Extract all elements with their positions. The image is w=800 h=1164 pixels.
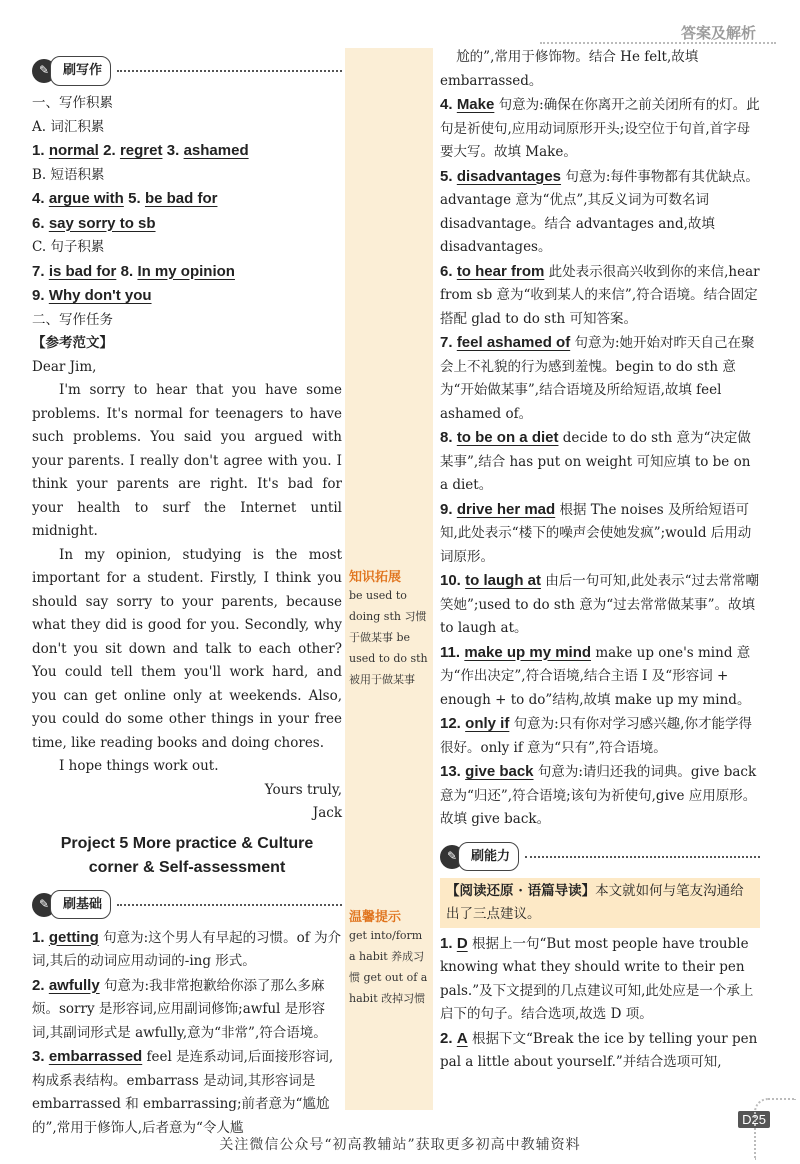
note-text: get into/form a habit 养成习惯 get out of a habit 改掉习惯 xyxy=(349,929,428,1005)
right-column xyxy=(440,46,760,1075)
explanation-continuation: 尬的”,常用于修饰物。结合 He felt,故填 embarrassed。 xyxy=(440,49,699,89)
sub-heading: C. 句子积累 xyxy=(32,239,105,255)
answer: normal xyxy=(48,142,99,159)
explanation-text: 句意为:我非常抱歉给你添了那么多麻烦。sorry 是形容词,应用副词修饰;awful 是形容词,其副词形式是 awfully,意为“非常”,符合语境。 xyxy=(32,977,327,1041)
answer-number: 5. xyxy=(440,167,453,185)
answer: Why don't you xyxy=(48,287,152,304)
answer-number: 4. xyxy=(32,190,45,207)
answer: give back xyxy=(465,763,534,780)
answer-number: 9. xyxy=(440,500,453,518)
letter-paragraph: I'm sorry to hear that you have some problems. It's normal for teenagers to have such problems. You said you argued with your parents. I really don't agree with you. I think your parents are right. It's bad for your health to surf the Internet until midnight. xyxy=(32,382,342,539)
answer-number: 5. xyxy=(128,190,141,207)
explanation-text: 此处表示很高兴收到你的来信,hear from sb 意为“收到某人的来信”,符合语境。结合固定搭配 glad to do sth 可知答案。 xyxy=(440,263,760,327)
letter-closing: Yours truly, xyxy=(264,781,342,798)
pencil-icon: ✎ xyxy=(32,59,56,83)
project-title-line: Project 5 More practice & Culture xyxy=(60,834,314,852)
reference-label: 【参考范文】 xyxy=(32,335,113,351)
explanation-text: 句意为:每件事物都有其优缺点。advantage 意为“优点”,其反义词为可数名词 disadvantage。结合 advantages and,故填 disadvantages。 xyxy=(440,168,759,255)
explanation-item xyxy=(440,331,760,426)
left-column xyxy=(32,58,342,1140)
explanation-text: 句意为:只有你对学习感兴趣,你才能学得很好。only if 意为“只有”,符合语境。 xyxy=(440,716,752,756)
answer-number: 3. xyxy=(32,1048,45,1065)
explanation-item xyxy=(440,712,760,760)
answer: drive her mad xyxy=(456,500,556,518)
answer: ashamed xyxy=(183,142,249,159)
explanation-item xyxy=(440,1027,760,1075)
answer: disadvantages xyxy=(456,167,562,185)
explanation-item xyxy=(440,760,760,832)
answer-number: 2. xyxy=(440,1029,453,1047)
guide-text: 本文就如何与笔友沟通给出了三点建议。 xyxy=(446,882,744,922)
note-knowledge-extension xyxy=(349,566,431,690)
explanation-item xyxy=(440,93,760,165)
answer: D xyxy=(456,934,468,952)
explanation-item xyxy=(440,260,760,332)
answer-number: 3. xyxy=(166,142,180,159)
answer: A xyxy=(456,1029,468,1047)
answer-number: 2. xyxy=(32,976,45,994)
answer: argue with xyxy=(48,190,124,207)
dotted-divider xyxy=(525,856,760,858)
reading-guide-box xyxy=(440,878,760,928)
explanation-text: decide to do sth 意为“决定做某事”,结合 has put on weight 可知应填 to be on a diet。 xyxy=(440,430,751,493)
section-badge-writing xyxy=(32,58,342,84)
section-badge-label: 刷写作 xyxy=(50,56,111,86)
letter-paragraph: In my opinion, studying is the most important for a student. Firstly, I think you should say sorry to your parents, because what they did is good for you. Secondly, why don't you sit down and talk to each other? You could tell them you'll work hard, and you can get online only at weekends. Also, you could do some other things in your free time, like reading books and doing chores. xyxy=(32,546,342,751)
section-heading: 二、写作任务 xyxy=(32,311,113,328)
letter-greeting: Dear Jim, xyxy=(32,358,97,375)
page-number: D25 xyxy=(738,1111,770,1128)
answer-number: 6. xyxy=(32,214,45,232)
explanation-item xyxy=(32,926,342,974)
explanation-text: 句意为:这个男人有早起的习惯。of 为介词,其后的动词应用动词的-ing 形式。 xyxy=(32,929,342,969)
answer-number: 6. xyxy=(440,262,453,280)
answer: embarrassed xyxy=(48,1048,143,1065)
answer: be bad for xyxy=(144,190,218,207)
answer: only if xyxy=(465,715,510,732)
answer-number: 8. xyxy=(120,262,134,280)
answer-number: 7. xyxy=(440,334,453,351)
answer-row xyxy=(32,187,342,212)
sub-heading: A. 词汇积累 xyxy=(32,118,105,135)
sub-heading: B. 短语积累 xyxy=(32,166,105,183)
answer-number: 11. xyxy=(440,643,461,661)
answer: say sorry to sb xyxy=(48,214,156,232)
explanation-text: 由后一句可知,此处表示“过去常常嘲笑她”;used to do sth 意为“过去常常做某事”。故填 to laugh at。 xyxy=(440,573,759,636)
note-warm-tip xyxy=(349,906,431,1009)
header-divider xyxy=(540,42,776,44)
explanation-text: 句意为:确保在你离开之前关闭所有的灯。此句是祈使句,应用动词原形开头;设空位于句首,首字母要大写。故填 Make。 xyxy=(440,97,760,160)
answer: Make xyxy=(456,96,495,113)
answer-row xyxy=(32,284,342,309)
letter-paragraph: I hope things work out. xyxy=(59,758,219,774)
project-title xyxy=(32,832,342,880)
section-badge-basics xyxy=(32,892,342,918)
answer: feel ashamed of xyxy=(456,334,571,351)
explanation-item xyxy=(440,932,760,1027)
answer-number: 13. xyxy=(440,763,461,780)
explanation-item xyxy=(440,641,760,713)
answer: awfully xyxy=(48,976,100,994)
explanation-text: make up one's mind 意为“作出决定”,符合语境,结合主语 I 及“形容词 + enough + to do”结构,故填 make up my mind。 xyxy=(440,644,751,708)
answer: to hear from xyxy=(456,262,545,280)
note-heading: 知识拓展 xyxy=(349,570,402,585)
answer-row xyxy=(32,260,342,285)
explanation-text: 根据 The noises 及所给短语可知,此处表示“楼下的噪声会使她发疯”;would 后用动词原形。 xyxy=(440,501,752,565)
section-badge-label: 刷能力 xyxy=(458,842,519,872)
answer-number: 1. xyxy=(32,928,45,946)
answer-number: 12. xyxy=(440,715,461,732)
dotted-divider xyxy=(117,70,342,72)
project-title-line: corner & Self-assessment xyxy=(88,858,286,876)
explanation-item xyxy=(440,165,760,260)
guide-heading: 【阅读还原 · 语篇导读】 xyxy=(446,882,596,899)
explanation-item xyxy=(440,569,760,641)
pencil-icon: ✎ xyxy=(32,893,56,917)
page-header-title: 答案及解析 xyxy=(680,24,756,42)
answer: make up my mind xyxy=(464,643,592,661)
answer-number: 1. xyxy=(32,142,45,159)
answer-row xyxy=(32,139,342,164)
answer-row xyxy=(32,212,342,237)
explanation-text: 根据下文“Break the ice by telling your pen pal a little about yourself.”并结合选项可知, xyxy=(440,1030,758,1070)
explanation-item xyxy=(440,498,760,570)
answer-number: 4. xyxy=(440,96,453,113)
answer-number: 7. xyxy=(32,262,45,280)
letter-signature: Jack xyxy=(312,805,342,821)
note-text: be used to doing sth 习惯于做某事 be used to do sth 被用于做某事 xyxy=(349,589,428,686)
dotted-divider xyxy=(117,904,342,906)
section-heading: 一、写作积累 xyxy=(32,95,113,111)
note-heading: 温馨提示 xyxy=(349,910,402,925)
answer-number: 8. xyxy=(440,429,453,446)
answer-number: 10. xyxy=(440,572,461,589)
answer: to laugh at xyxy=(465,572,541,589)
answer-number: 2. xyxy=(103,142,116,159)
answer: regret xyxy=(119,142,163,159)
section-badge-ability xyxy=(440,844,760,870)
answer: In my opinion xyxy=(137,262,235,280)
explanation-item xyxy=(440,426,760,498)
explanation-text: feel 是连系动词,后面接形容词,构成系表结构。embarrass 是动词,其形容词是 embarrassed 和 embarrassing;前者意为“尴尬的”,常用于修饰人,后者意为“令人尴 xyxy=(32,1049,334,1136)
footer-note: 关注微信公众号“初高教辅站”获取更多初高中教辅资料 xyxy=(219,1137,581,1153)
answer: is bad for xyxy=(48,262,117,280)
section-badge-label: 刷基础 xyxy=(50,890,111,920)
answer-number: 9. xyxy=(32,287,45,304)
explanation-text: 句意为:请归还我的词典。give back 意为“归还”,符合语境;该句为祈使句,give 应用原形。故填 give back。 xyxy=(440,764,757,827)
answer: getting xyxy=(48,928,99,946)
pencil-icon: ✎ xyxy=(440,845,464,869)
answer: to be on a diet xyxy=(456,429,559,446)
margin-notes-column xyxy=(345,48,433,1110)
explanation-item xyxy=(32,1045,342,1140)
answer-number: 1. xyxy=(440,934,453,952)
explanation-item xyxy=(32,974,342,1046)
explanation-text: 句意为:她开始对昨天自己在聚会上不礼貌的行为感到羞愧。begin to do sth 意为“开始做某事”,结合语境及所给短语,故填 feel ashamed of。 xyxy=(440,335,755,422)
explanation-text: 根据上一句“But most people have trouble knowing what they should write to their pen pals.”及下文提到的几点建议可知,此处应是一个承上启下的句子。结合选项,故选 D 项。 xyxy=(440,935,754,1022)
